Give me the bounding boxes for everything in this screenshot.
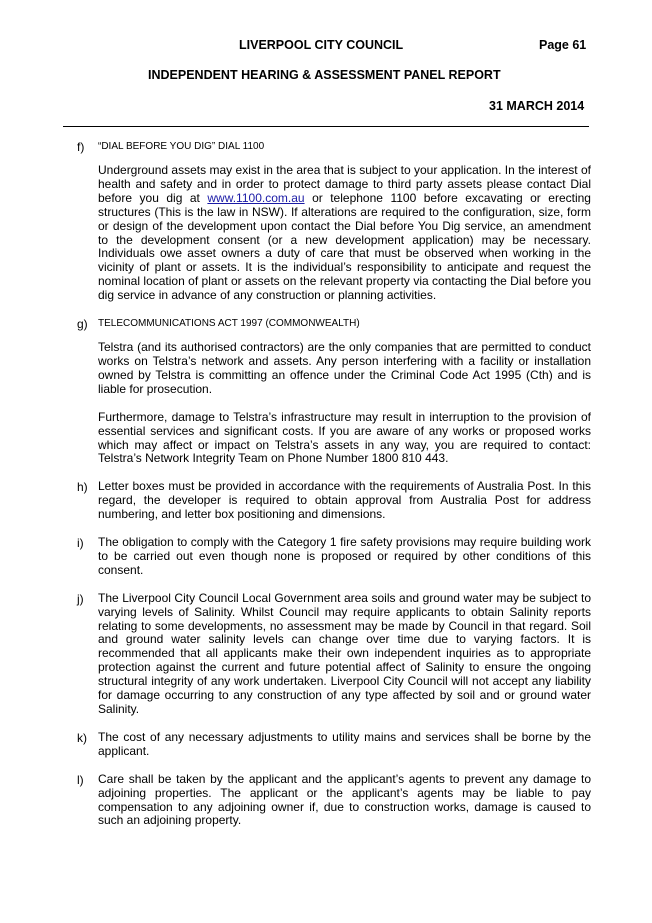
condition-label: f) (77, 140, 85, 154)
condition-j (63, 592, 591, 717)
condition-h (63, 480, 591, 522)
header-divider (63, 126, 589, 127)
condition-heading: TELECOMMUNICATIONS ACT 1997 (COMMONWEALTH) (98, 318, 360, 330)
dial-before-you-dig-link[interactable]: www.1100.com.au (207, 190, 305, 205)
condition-label: i) (77, 536, 84, 551)
condition-label: l) (77, 772, 84, 787)
condition-l (63, 773, 591, 829)
report-title: INDEPENDENT HEARING & ASSESSMENT PANEL REPORT (148, 68, 501, 82)
condition-heading: “DIAL BEFORE YOU DIG” DIAL 1100 (98, 141, 265, 152)
condition-paragraph: The Liverpool City Council Local Government area soils and ground water may be subject to varying levels of Salinity. Whilst Council may require applicants to obtain Salinity reports relating to some developments, no assessment may be made by Council in that regard. Soil and ground water salinity levels can change over time due to varying factors. It is recommended that all applicants make their own independent inquiries as to appropriate protection against the current and future potential affect of Salinity to ensure the ongoing structural integrity of any work undertaken. Liverpool City Council will not accept any liability for damage occurring to any construction of any type affected by soil and or ground water Salinity. (98, 590, 591, 716)
condition-f (63, 140, 591, 303)
page-number: Page 61 (539, 38, 587, 52)
condition-label: g) (77, 317, 88, 332)
condition-label: k) (77, 730, 87, 745)
condition-paragraph: Underground assets may exist in the area that is subject to your application. In the interest of health and safety and in order to protect damage to third party assets please contact Dial before you dig at www.1100.com.au or telephone 1100 before excavating or erecting structures (This is the law in NSW). If alterations are required to the configuration, size, form or design of the development upon contact the Dial before You Dig service, an amendment to the development consent (or a new development application) may be necessary. Individuals owe asset owners a duty of care that must be observed when working in the vicinity of plant or assets. It is the individual’s responsibility to anticipate and request the nominal location of plant or assets on the relevant property via contacting the Dial before you dig service in advance of any construction or planning activities. (98, 163, 591, 303)
report-date: 31 MARCH 2014 (489, 99, 585, 113)
condition-g (63, 317, 591, 466)
condition-k (63, 731, 591, 759)
condition-paragraph: Furthermore, damage to Telstra’s infrastructure may result in interruption to the provision of essential services and significant costs. If you are aware of any works or proposed works which may affect or impact on Telstra’s assets in any way, you are required to contact: Telstra’s Network Integrity Team on Phone Number 1800 810 443. (98, 409, 591, 466)
condition-label: j) (77, 591, 84, 606)
condition-paragraph: The cost of any necessary adjustments to utility mains and services shall be borne by the applicant. (98, 729, 591, 758)
condition-paragraph: Letter boxes must be provided in accordance with the requirements of Australia Post. In this regard, the developer is required to obtain approval from Australia Post for address numbering, and letter box positioning and dimensions. (98, 479, 591, 522)
condition-label: h) (77, 480, 88, 495)
council-name: LIVERPOOL CITY COUNCIL (239, 38, 404, 52)
conditions-list (63, 140, 591, 828)
condition-i (63, 536, 591, 578)
condition-paragraph: Telstra (and its authorised contractors) are the only companies that are permitted to conduct works on Telstra’s network and assets. Any person interfering with a facility or installation owned by Telstra is committing an offence under the Criminal Code Act 1995 (Cth) and is liable for prosecution. (98, 340, 591, 396)
condition-paragraph: Care shall be taken by the applicant and the applicant’s agents to prevent any damage to adjoining properties. The applicant or the applicant’s agents may be liable to pay compensation to any adjoining owner if, due to construction works, damage is caused to such an adjoining property. (98, 771, 591, 828)
condition-paragraph: The obligation to comply with the Category 1 fire safety provisions may require building work to be carried out even though none is proposed or required by other conditions of this consent. (98, 535, 591, 577)
